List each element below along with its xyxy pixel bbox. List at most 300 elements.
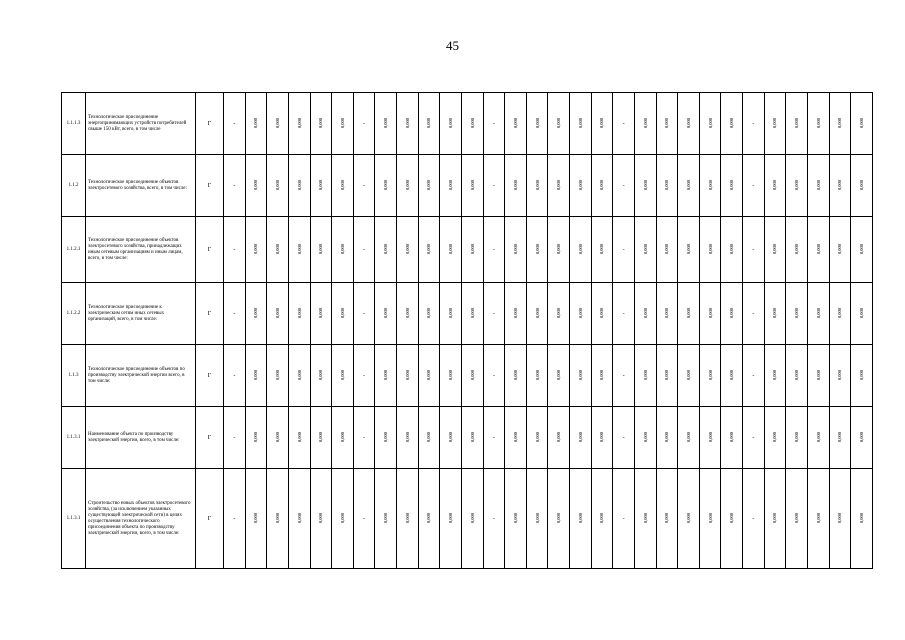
- value-cell: [288, 93, 310, 155]
- value-text: 0,000: [383, 244, 389, 255]
- value-text: 0,000: [577, 308, 583, 319]
- value-text: 0,000: [383, 118, 389, 129]
- value-cell: [613, 345, 635, 407]
- value-cell: [548, 345, 570, 407]
- value-cell: [721, 283, 743, 345]
- row-unit: Г: [196, 283, 224, 345]
- value-text: -: [752, 515, 755, 522]
- value-text: 0,000: [383, 432, 389, 443]
- value-text: 0,000: [772, 244, 778, 255]
- value-cell: [721, 155, 743, 217]
- value-text: 0,000: [253, 118, 259, 129]
- value-text: 0,000: [772, 513, 778, 524]
- value-text: 0,000: [448, 370, 454, 381]
- value-text: -: [752, 372, 755, 379]
- value-cell: [613, 283, 635, 345]
- value-text: -: [622, 246, 625, 253]
- value-text: 0,000: [815, 180, 821, 191]
- value-text: 0,000: [664, 513, 670, 524]
- value-text: 0,000: [577, 118, 583, 129]
- value-text: 0,000: [469, 118, 475, 129]
- value-text: 0,000: [794, 308, 800, 319]
- value-cell: [851, 93, 873, 155]
- value-text: 0,000: [426, 244, 432, 255]
- value-cell: [375, 469, 397, 569]
- value-text: 0,000: [685, 308, 691, 319]
- value-text: 0,000: [448, 180, 454, 191]
- value-text: 0,000: [707, 180, 713, 191]
- value-text: 0,000: [707, 244, 713, 255]
- value-text: 0,000: [469, 513, 475, 524]
- value-text: 0,000: [275, 180, 281, 191]
- value-cell: [656, 469, 678, 569]
- value-cell: [699, 469, 721, 569]
- value-cell: [548, 93, 570, 155]
- value-cell: [807, 217, 829, 283]
- value-cell: [548, 469, 570, 569]
- value-cell: [483, 407, 505, 469]
- value-text: 0,000: [837, 432, 843, 443]
- value-cell: [570, 217, 592, 283]
- value-cell: [548, 155, 570, 217]
- value-text: 0,000: [815, 244, 821, 255]
- value-cell: [829, 217, 851, 283]
- value-cell: [678, 345, 700, 407]
- value-cell: [656, 93, 678, 155]
- value-text: 0,000: [404, 308, 410, 319]
- value-text: 0,000: [664, 432, 670, 443]
- value-text: 0,000: [599, 432, 605, 443]
- value-cell: [332, 217, 354, 283]
- value-text: -: [233, 515, 236, 522]
- value-cell: [613, 93, 635, 155]
- value-cell: [461, 345, 483, 407]
- value-text: 0,000: [448, 118, 454, 129]
- value-cell: [570, 407, 592, 469]
- value-text: -: [233, 434, 236, 441]
- value-text: 0,000: [296, 432, 302, 443]
- table-row: [62, 217, 873, 283]
- value-cell: [656, 155, 678, 217]
- data-table: [61, 92, 873, 569]
- table-row: [62, 283, 873, 345]
- value-text: 0,000: [296, 513, 302, 524]
- value-cell: [743, 155, 765, 217]
- value-cell: [440, 407, 462, 469]
- value-cell: [505, 407, 527, 469]
- value-cell: [245, 155, 267, 217]
- value-text: 0,000: [404, 370, 410, 381]
- row-code: 1.1.2.2: [62, 283, 86, 345]
- value-cell: [483, 217, 505, 283]
- value-cell: [332, 345, 354, 407]
- value-text: 0,000: [512, 370, 518, 381]
- value-text: 0,000: [253, 180, 259, 191]
- value-cell: [245, 407, 267, 469]
- value-text: 0,000: [469, 308, 475, 319]
- value-text: 0,000: [339, 180, 345, 191]
- value-cell: [461, 155, 483, 217]
- value-text: 0,000: [556, 308, 562, 319]
- value-cell: [353, 407, 375, 469]
- value-text: 0,000: [404, 513, 410, 524]
- value-text: 0,000: [534, 244, 540, 255]
- value-text: 0,000: [685, 180, 691, 191]
- value-cell: [721, 93, 743, 155]
- value-text: 0,000: [534, 180, 540, 191]
- value-cell: [764, 469, 786, 569]
- value-text: 0,000: [448, 308, 454, 319]
- value-text: -: [233, 120, 236, 127]
- value-cell: [418, 345, 440, 407]
- value-text: 0,000: [426, 432, 432, 443]
- value-text: 0,000: [318, 244, 324, 255]
- value-cell: [721, 469, 743, 569]
- value-cell: [656, 345, 678, 407]
- table-row: [62, 407, 873, 469]
- value-cell: [786, 469, 808, 569]
- value-cell: [699, 345, 721, 407]
- value-cell: [526, 283, 548, 345]
- value-text: -: [363, 310, 366, 317]
- value-text: 0,000: [404, 244, 410, 255]
- value-cell: [418, 283, 440, 345]
- value-cell: [743, 345, 765, 407]
- value-cell: [461, 283, 483, 345]
- value-text: 0,000: [685, 432, 691, 443]
- value-text: -: [622, 310, 625, 317]
- value-text: 0,000: [664, 180, 670, 191]
- value-text: 0,000: [383, 180, 389, 191]
- value-cell: [829, 283, 851, 345]
- value-cell: [526, 217, 548, 283]
- value-text: 0,000: [664, 308, 670, 319]
- value-text: 0,000: [556, 432, 562, 443]
- value-text: -: [363, 182, 366, 189]
- value-text: 0,000: [512, 244, 518, 255]
- value-cell: [375, 407, 397, 469]
- table-row: [62, 469, 873, 569]
- value-cell: [526, 345, 548, 407]
- value-text: 0,000: [858, 432, 864, 443]
- value-text: -: [492, 515, 495, 522]
- table-row: [62, 93, 873, 155]
- value-text: 0,000: [599, 118, 605, 129]
- value-cell: [440, 155, 462, 217]
- row-unit: Г: [196, 217, 224, 283]
- row-description: Технологическое присоединение к электрическим сетям иных сетевых организаций, всего, в том числе:: [86, 283, 196, 345]
- row-unit: Г: [196, 155, 224, 217]
- value-cell: [440, 93, 462, 155]
- value-text: 0,000: [729, 513, 735, 524]
- value-cell: [288, 345, 310, 407]
- value-text: 0,000: [383, 308, 389, 319]
- value-cell: [678, 93, 700, 155]
- value-cell: [332, 469, 354, 569]
- value-cell: [245, 345, 267, 407]
- value-text: 0,000: [426, 370, 432, 381]
- value-cell: [807, 93, 829, 155]
- value-text: 0,000: [448, 513, 454, 524]
- value-text: 0,000: [729, 432, 735, 443]
- value-cell: [310, 217, 332, 283]
- value-text: -: [492, 372, 495, 379]
- value-cell: [764, 345, 786, 407]
- value-cell: [743, 217, 765, 283]
- value-cell: [224, 93, 246, 155]
- value-text: 0,000: [642, 118, 648, 129]
- value-text: 0,000: [858, 513, 864, 524]
- value-cell: [267, 93, 289, 155]
- value-cell: [829, 155, 851, 217]
- value-cell: [829, 93, 851, 155]
- value-text: 0,000: [275, 432, 281, 443]
- value-cell: [678, 283, 700, 345]
- value-text: 0,000: [318, 180, 324, 191]
- value-text: 0,000: [448, 244, 454, 255]
- value-text: 0,000: [339, 370, 345, 381]
- value-cell: [375, 217, 397, 283]
- value-text: 0,000: [599, 308, 605, 319]
- value-cell: [483, 283, 505, 345]
- value-text: 0,000: [815, 432, 821, 443]
- value-text: 0,000: [858, 118, 864, 129]
- value-cell: [288, 469, 310, 569]
- value-text: 0,000: [383, 370, 389, 381]
- value-cell: [526, 469, 548, 569]
- value-cell: [310, 93, 332, 155]
- value-cell: [786, 283, 808, 345]
- value-text: -: [492, 246, 495, 253]
- value-cell: [548, 283, 570, 345]
- value-cell: [634, 155, 656, 217]
- value-text: 0,000: [794, 370, 800, 381]
- value-cell: [353, 345, 375, 407]
- row-unit: Г: [196, 469, 224, 569]
- value-cell: [397, 283, 419, 345]
- value-cell: [332, 155, 354, 217]
- value-cell: [397, 345, 419, 407]
- value-cell: [634, 93, 656, 155]
- value-cell: [288, 407, 310, 469]
- value-text: 0,000: [599, 513, 605, 524]
- value-text: 0,000: [339, 118, 345, 129]
- value-cell: [634, 345, 656, 407]
- value-text: 0,000: [837, 513, 843, 524]
- value-cell: [743, 283, 765, 345]
- value-cell: [224, 407, 246, 469]
- value-cell: [483, 345, 505, 407]
- value-cell: [613, 217, 635, 283]
- value-text: 0,000: [512, 118, 518, 129]
- value-cell: [591, 155, 613, 217]
- value-text: 0,000: [296, 180, 302, 191]
- value-text: 0,000: [815, 370, 821, 381]
- value-text: 0,000: [599, 180, 605, 191]
- row-description: Строительство новых объектов электросетевого хозяйства, (за исключением указанных существующей электрической сети) в целях осуществления технологического присоединения объекта по производству электрической энергии, всего, в том числе:: [86, 469, 196, 569]
- value-cell: [397, 217, 419, 283]
- value-text: 0,000: [556, 244, 562, 255]
- row-description: Технологическое присоединение энергопринимающих устройств потребителей свыше 150 кВт, всего, в том числе: [86, 93, 196, 155]
- value-text: 0,000: [512, 432, 518, 443]
- value-text: 0,000: [815, 308, 821, 319]
- value-cell: [699, 155, 721, 217]
- value-text: 0,000: [339, 244, 345, 255]
- value-text: 0,000: [426, 118, 432, 129]
- value-text: -: [363, 246, 366, 253]
- value-text: 0,000: [858, 244, 864, 255]
- value-cell: [743, 93, 765, 155]
- value-cell: [591, 283, 613, 345]
- value-text: 0,000: [534, 370, 540, 381]
- value-cell: [613, 407, 635, 469]
- value-text: 0,000: [275, 513, 281, 524]
- value-text: 0,000: [794, 513, 800, 524]
- value-cell: [505, 155, 527, 217]
- value-text: 0,000: [642, 308, 648, 319]
- value-text: 0,000: [815, 513, 821, 524]
- value-text: -: [622, 372, 625, 379]
- row-unit: Г: [196, 93, 224, 155]
- value-cell: [786, 93, 808, 155]
- row-unit: Г: [196, 345, 224, 407]
- value-text: 0,000: [577, 244, 583, 255]
- value-cell: [505, 217, 527, 283]
- value-text: 0,000: [253, 432, 259, 443]
- value-text: 0,000: [426, 513, 432, 524]
- value-text: -: [622, 515, 625, 522]
- value-text: 0,000: [707, 370, 713, 381]
- value-cell: [224, 155, 246, 217]
- value-cell: [440, 469, 462, 569]
- value-text: 0,000: [685, 118, 691, 129]
- value-text: -: [752, 182, 755, 189]
- value-text: -: [752, 120, 755, 127]
- value-cell: [721, 345, 743, 407]
- row-unit: Г: [196, 407, 224, 469]
- value-text: 0,000: [275, 370, 281, 381]
- value-cell: [267, 283, 289, 345]
- value-text: 0,000: [837, 118, 843, 129]
- value-cell: [807, 155, 829, 217]
- value-text: 0,000: [815, 118, 821, 129]
- value-cell: [807, 283, 829, 345]
- value-cell: [570, 283, 592, 345]
- value-text: 0,000: [837, 180, 843, 191]
- value-cell: [591, 469, 613, 569]
- value-text: -: [233, 182, 236, 189]
- value-text: 0,000: [729, 180, 735, 191]
- value-cell: [224, 469, 246, 569]
- value-cell: [245, 469, 267, 569]
- value-text: 0,000: [729, 308, 735, 319]
- value-cell: [245, 217, 267, 283]
- row-code: 1.1.3.1: [62, 407, 86, 469]
- value-cell: [678, 155, 700, 217]
- value-cell: [786, 345, 808, 407]
- value-cell: [397, 155, 419, 217]
- value-cell: [656, 407, 678, 469]
- value-text: 0,000: [707, 513, 713, 524]
- row-code: 1.1.2: [62, 155, 86, 217]
- value-text: 0,000: [556, 513, 562, 524]
- value-cell: [678, 217, 700, 283]
- value-text: -: [752, 246, 755, 253]
- value-text: 0,000: [253, 308, 259, 319]
- value-text: 0,000: [664, 244, 670, 255]
- value-text: 0,000: [707, 432, 713, 443]
- value-text: -: [363, 515, 366, 522]
- value-text: 0,000: [837, 244, 843, 255]
- value-cell: [678, 407, 700, 469]
- value-text: 0,000: [296, 118, 302, 129]
- value-cell: [591, 217, 613, 283]
- value-text: 0,000: [858, 180, 864, 191]
- value-cell: [505, 345, 527, 407]
- value-cell: [310, 407, 332, 469]
- value-cell: [743, 407, 765, 469]
- value-cell: [721, 407, 743, 469]
- value-text: -: [233, 246, 236, 253]
- value-cell: [764, 217, 786, 283]
- value-text: 0,000: [642, 432, 648, 443]
- value-cell: [764, 407, 786, 469]
- value-cell: [526, 93, 548, 155]
- value-cell: [634, 469, 656, 569]
- value-cell: [375, 345, 397, 407]
- value-text: 0,000: [556, 370, 562, 381]
- value-cell: [267, 345, 289, 407]
- value-text: 0,000: [837, 308, 843, 319]
- value-cell: [505, 469, 527, 569]
- value-cell: [570, 93, 592, 155]
- value-cell: [786, 155, 808, 217]
- value-cell: [397, 469, 419, 569]
- value-cell: [332, 407, 354, 469]
- value-text: -: [492, 310, 495, 317]
- value-text: 0,000: [664, 370, 670, 381]
- value-cell: [310, 283, 332, 345]
- value-text: 0,000: [642, 370, 648, 381]
- value-cell: [245, 93, 267, 155]
- value-cell: [505, 283, 527, 345]
- value-text: 0,000: [534, 308, 540, 319]
- value-cell: [656, 283, 678, 345]
- value-cell: [397, 93, 419, 155]
- value-cell: [807, 345, 829, 407]
- value-text: 0,000: [794, 118, 800, 129]
- value-cell: [267, 407, 289, 469]
- value-cell: [375, 93, 397, 155]
- value-text: -: [363, 434, 366, 441]
- value-text: 0,000: [772, 308, 778, 319]
- value-cell: [267, 155, 289, 217]
- value-text: -: [492, 182, 495, 189]
- value-cell: [851, 155, 873, 217]
- value-cell: [353, 155, 375, 217]
- value-text: 0,000: [275, 308, 281, 319]
- value-cell: [851, 407, 873, 469]
- value-cell: [375, 283, 397, 345]
- value-cell: [224, 217, 246, 283]
- value-text: 0,000: [512, 308, 518, 319]
- value-text: -: [622, 434, 625, 441]
- value-text: 0,000: [534, 513, 540, 524]
- value-text: 0,000: [253, 244, 259, 255]
- value-cell: [786, 407, 808, 469]
- row-code: 1.1.3.1: [62, 469, 86, 569]
- value-cell: [267, 217, 289, 283]
